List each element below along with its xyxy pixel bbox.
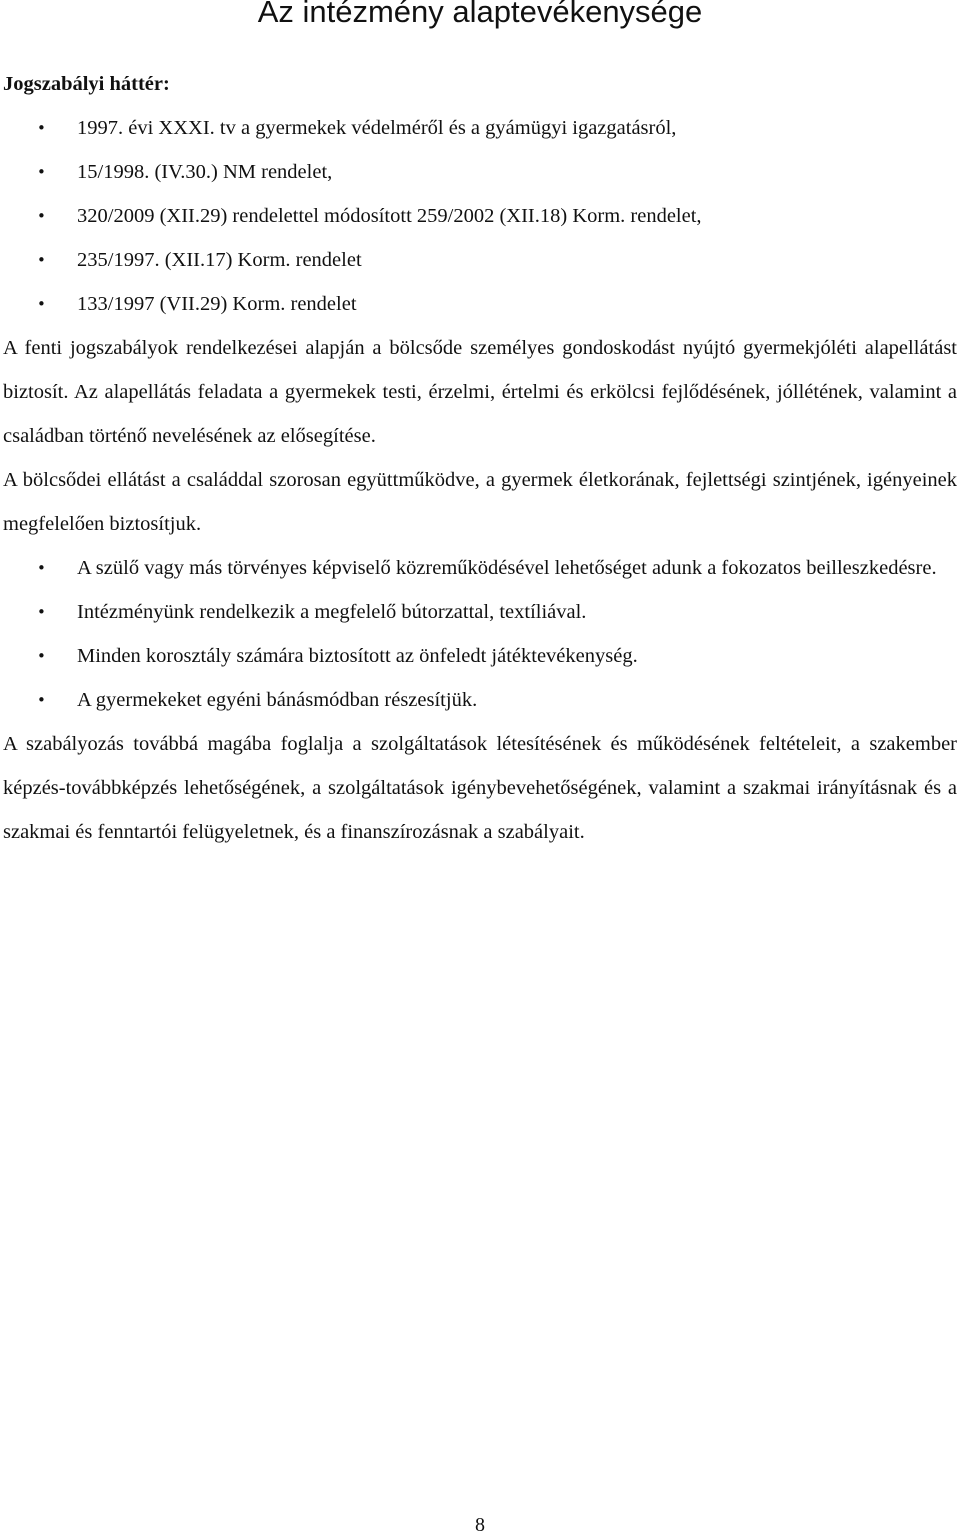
services-list [3,546,957,722]
list-item-text: A szülő vagy más törvényes képviselő közreműködésével lehetőséget adunk a fokozatos beilleszkedésre. [77,557,937,579]
legal-background-heading: Jogszabályi háttér: [3,73,170,95]
list-item [3,238,957,282]
list-item [3,282,957,326]
list-item [3,590,957,634]
list-item [3,634,957,678]
list-item-text: 133/1997 (VII.29) Korm. rendelet [77,293,357,315]
legal-list [3,106,957,326]
document-body [3,62,957,854]
list-item [3,106,957,150]
list-item-text: 235/1997. (XII.17) Korm. rendelet [77,249,362,271]
list-item-text: 320/2009 (XII.29) rendelettel módosított 259/2002 (XII.18) Korm. rendelet, [77,205,702,227]
list-item [3,150,957,194]
list-item-text: Minden korosztály számára biztosított az önfeledt játéktevékenység. [77,645,638,667]
bullet-icon: • [37,691,46,709]
bullet-icon: • [37,295,46,313]
list-item-text: A gyermekeket egyéni bánásmódban részesítjük. [77,689,478,711]
bullet-icon: • [37,119,46,137]
bullet-icon: • [37,251,46,269]
list-item [3,546,957,590]
list-item-text: 1997. évi XXXI. tv a gyermekek védelméről és a gyámügyi igazgatásról, [77,117,677,139]
bullet-icon: • [37,163,46,181]
bullet-icon: • [37,603,46,621]
page-title: Az intézmény alaptevékenysége [257,0,703,29]
list-item [3,678,957,722]
bullet-icon: • [37,207,46,225]
list-item-text: Intézményünk rendelkezik a megfelelő bútorzattal, textíliával. [77,601,587,623]
page-number: 8 [475,1514,485,1536]
list-item-text: 15/1998. (IV.30.) NM rendelet, [77,161,333,183]
paragraph-basic-care: A fenti jogszabályok rendelkezései alapján a bölcsőde személyes gondoskodást nyújtó gyermekjóléti alapellátást biztosít. Az alapellátás feladata a gyermekek testi, érzelmi, értelmi és erkölcsi fejlődésének, jóllétének, valamint a családban történő nevelésének az elősegítése. [3,337,957,447]
paragraph-regulation: A szabályozás továbbá magába foglalja a szolgáltatások létesítésének és működésének feltételeit, a szakember képzés-továbbképzés lehetőségének, a szolgáltatások igénybevehetőségének, valamint a szakmai irányításnak és a szakmai és fenntartói felügyeletnek, és a finanszírozásnak a szabályait. [3,733,957,843]
paragraph-cooperation: A bölcsődei ellátást a családdal szorosan együttműködve, a gyermek életkorának, fejlettségi szintjének, igényeinek megfelelően biztosítjuk. [3,469,957,535]
bullet-icon: • [37,559,46,577]
list-item [3,194,957,238]
bullet-icon: • [37,647,46,665]
